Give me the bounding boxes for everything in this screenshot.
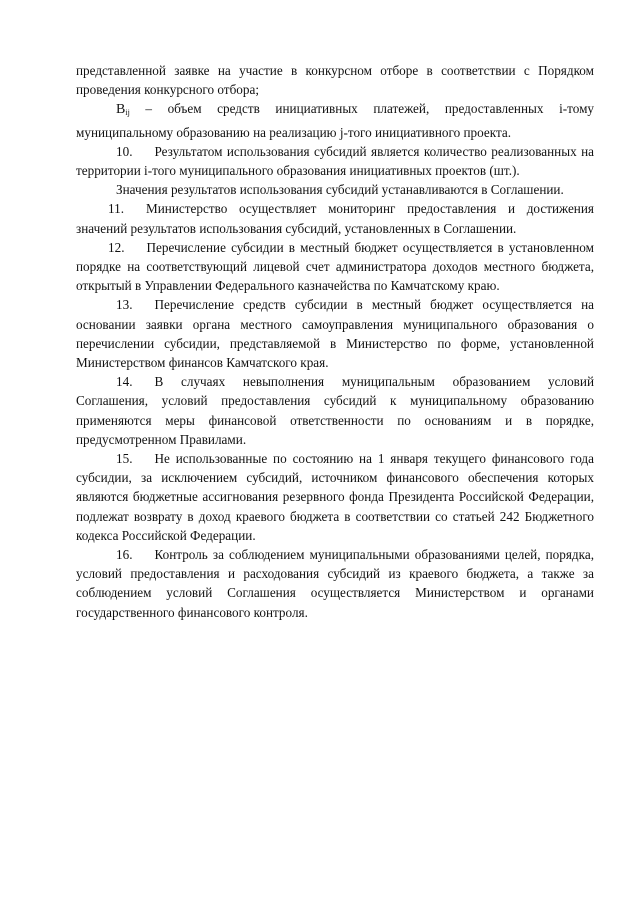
paragraph-bij-definition xyxy=(76,99,594,141)
paragraph-number: 16. xyxy=(116,547,133,563)
paragraph-text: Контроль за соблюдением муниципальными образованиями целей, порядка, условий предоставления и расходования субсидий из краевого бюджета, а также за соблюдением условий Соглашения осуществляется Министерством и органами государственного финансового контроля. xyxy=(76,547,594,620)
paragraph-number: 13. xyxy=(116,297,133,313)
paragraph-13 xyxy=(76,295,594,372)
paragraph-16 xyxy=(76,545,594,622)
paragraph-14 xyxy=(76,372,594,449)
paragraph-text: Перечисление субсидии в местный бюджет осуществляется в установленном порядке на соответствующий лицевой счет администратора доходов местного бюджета, открытый в Управлении Федерального казначейства по Камчатскому краю. xyxy=(76,239,594,294)
paragraph-continuation xyxy=(76,61,594,99)
paragraph-text: Результатом использования субсидий является количество реализованных на территории i-того муниципального образования инициативных проектов (шт.). xyxy=(76,143,594,179)
paragraph-number: 14. xyxy=(116,374,133,390)
paragraph-text: Не использованные по состоянию на 1 января текущего финансового года субсидии, за исключением субсидий, источником финансового обеспечения которых являются бюджетные ассигнования резервного фонда Президента Российской Федерации, подлежат возврату в доход краевого бюджета в соответствии со статьей 242 Бюджетного кодекса Российской Федерации. xyxy=(76,451,594,543)
paragraph-number: 12. xyxy=(108,239,125,255)
paragraph-number: 10. xyxy=(116,143,133,159)
paragraph-10 xyxy=(76,142,594,180)
paragraph-text: Перечисление средств субсидии в местный бюджет осуществляется на основании заявки органа местного самоуправления муниципального образования о перечислении субсидии, представляемой в Министерство по форме, установленной Министерством финансов Камчатского края. xyxy=(76,297,594,371)
document-body xyxy=(76,61,594,622)
paragraph-15 xyxy=(76,449,594,545)
paragraph-number: 11. xyxy=(108,201,124,217)
paragraph-text: В случаях невыполнения муниципальным образованием условий Соглашения, условий предоставления субсидий к муниципальному образованию применяются меры финансовой ответственности по основаниям и в порядке, предусмотренном Правилами. xyxy=(76,374,594,447)
paragraph-text: представленной заявке на участие в конкурсном отборе в соответствии с Порядком проведения конкурсного отбора; xyxy=(76,63,594,98)
formula-symbol: $B_{ij}$ xyxy=(116,102,130,118)
paragraph-number: 15. xyxy=(116,451,133,467)
paragraph-12 xyxy=(76,238,594,296)
paragraph-text: Министерство осуществляет мониторинг предоставления и достижения значений результатов использования субсидий, установленных в Соглашении. xyxy=(76,201,594,236)
formula-subscript: ij xyxy=(125,108,130,118)
paragraph-11 xyxy=(76,199,594,237)
paragraph-results-values xyxy=(76,180,594,199)
paragraph-text: Значения результатов использования субсидий устанавливаются в Соглашении. xyxy=(116,182,564,198)
paragraph-text: – объем средств инициативных платежей, предоставленных i-тому муниципальному образованию на реализацию j-того инициативного проекта. xyxy=(76,101,595,140)
